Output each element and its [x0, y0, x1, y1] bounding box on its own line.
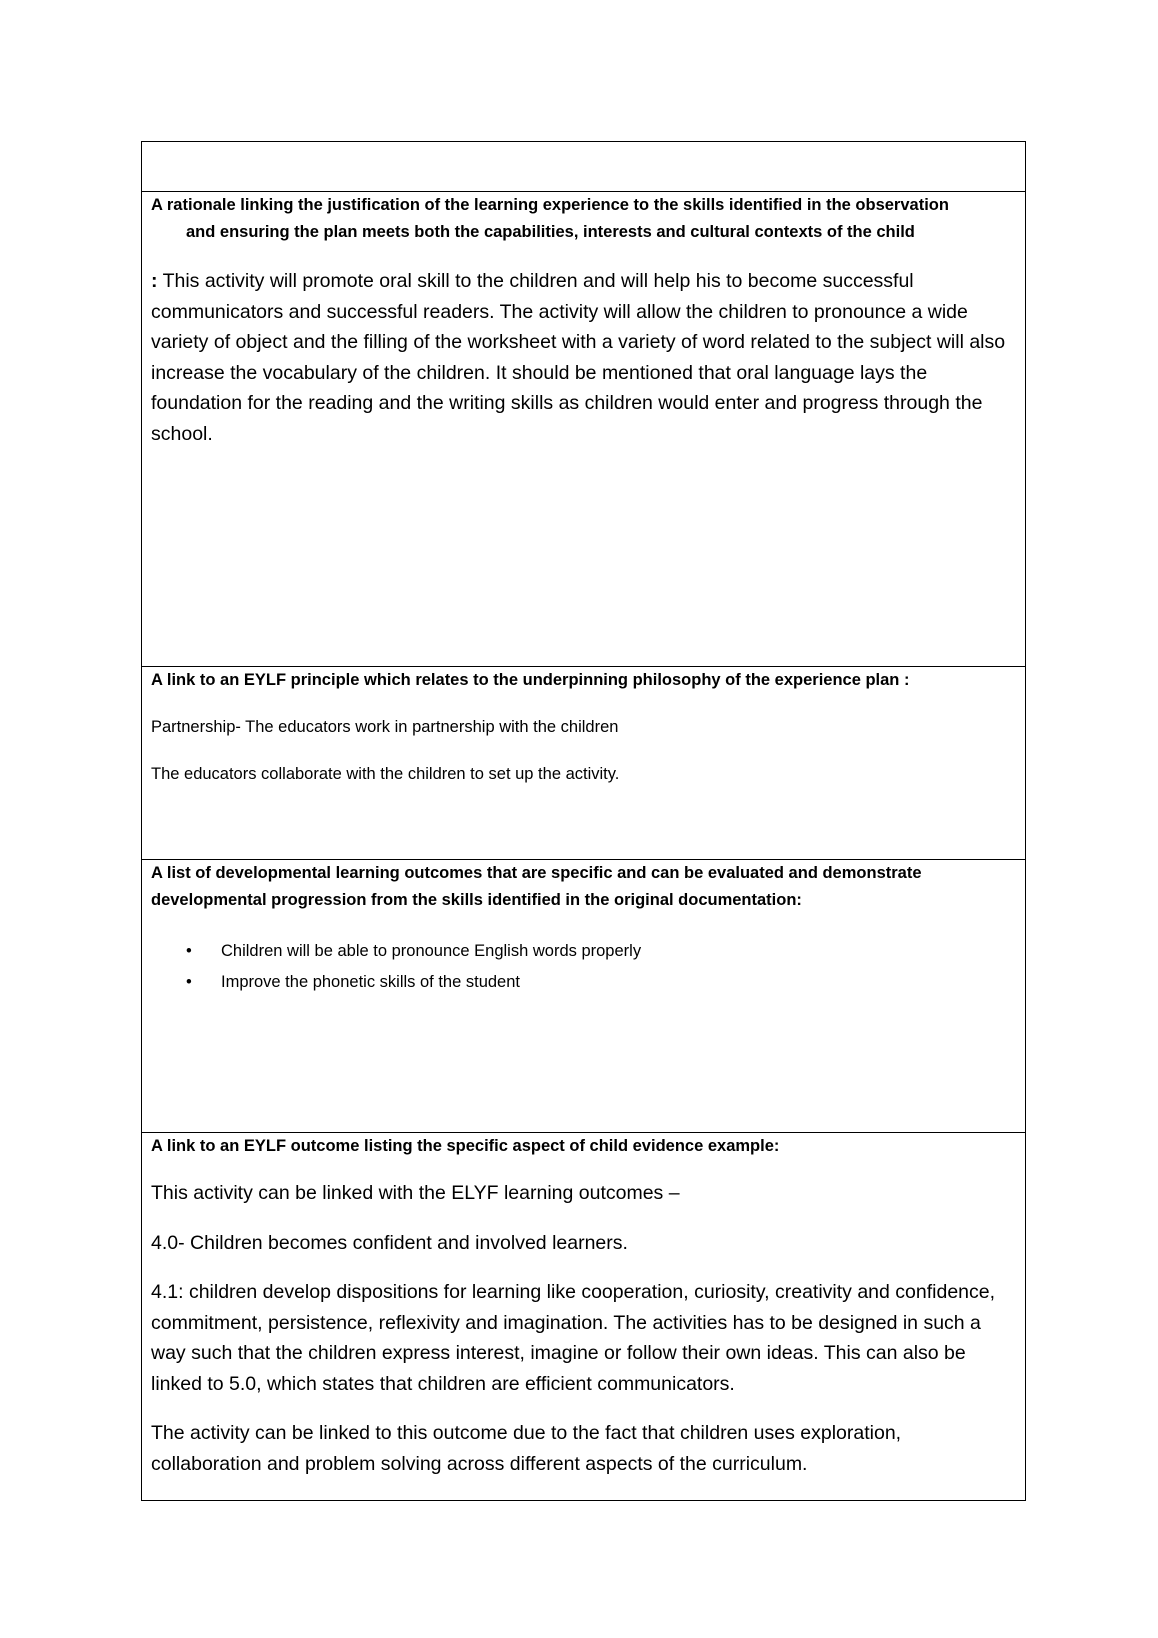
rationale-colon: : — [151, 270, 158, 292]
outcomes-row — [142, 860, 1026, 1133]
bullet-icon: • — [186, 942, 192, 960]
outcome-item-text: Children will be able to pronounce English words properly — [221, 942, 642, 960]
empty-row — [142, 142, 1026, 192]
bullet-icon: • — [186, 973, 192, 991]
rationale-heading-line1: A rationale linking the justification of the learning experience to the skills identified in the observation — [151, 196, 949, 214]
rationale-row — [142, 192, 1026, 667]
principle-line-1: Partnership- The educators work in partnership with the children — [151, 718, 619, 736]
list-item — [151, 936, 1016, 967]
list-item — [151, 967, 1016, 998]
rationale-heading-line2: and ensuring the plan meets both the capabilities, interests and cultural contexts of the child — [186, 223, 915, 241]
eylf-paragraph-1: This activity can be linked with the ELYF learning outcomes – — [151, 1182, 680, 1204]
rationale-heading — [151, 192, 1016, 246]
outcomes-cell — [142, 860, 1026, 1133]
outcomes-list — [151, 936, 1016, 998]
outcomes-heading: A list of developmental learning outcomes that are specific and can be evaluated and demonstrate developmental progression from the skills identified in the original documentation: — [151, 864, 922, 909]
eylf-outcome-row — [142, 1133, 1026, 1501]
rationale-body — [151, 266, 1016, 449]
principle-heading: A link to an EYLF principle which relates to the underpinning philosophy of the experience plan : — [151, 671, 910, 689]
outcome-item-text: Improve the phonetic skills of the student — [221, 973, 520, 991]
eylf-outcome-heading: A link to an EYLF outcome listing the specific aspect of child evidence example: — [151, 1137, 780, 1155]
rationale-body-text: This activity will promote oral skill to the children and will help his to become successful communicators and successful readers. The activity will allow the children to pronounce a wide variety of object and the filling of the worksheet with a variety of word related to the subject will also increase the vocabulary of the children. It should be mentioned that oral language lays the foundation for the reading and the writing skills as children would enter and progress through the school. — [151, 270, 1006, 445]
principle-cell — [142, 667, 1026, 860]
eylf-outcome-cell — [142, 1133, 1026, 1501]
experience-plan-table — [141, 141, 1026, 1501]
rationale-cell — [142, 192, 1026, 667]
eylf-paragraph-2: 4.0- Children becomes confident and involved learners. — [151, 1231, 628, 1254]
principle-line-2: The educators collaborate with the children to set up the activity. — [151, 765, 620, 783]
eylf-paragraph-3: 4.1: children develop dispositions for learning like cooperation, curiosity, creativity and confidence, commitment, persistence, reflexivity and imagination. The activities has to be designed in such a way such that the children express interest, imagine or follow their own ideas. This can also be linked to 5.0, which states that children are efficient communicators. — [151, 1281, 996, 1395]
principle-row — [142, 667, 1026, 860]
empty-cell — [142, 142, 1026, 192]
eylf-paragraph-4: The activity can be linked to this outcome due to the fact that children uses exploration, collaboration and problem solving across different aspects of the curriculum. — [151, 1422, 902, 1475]
